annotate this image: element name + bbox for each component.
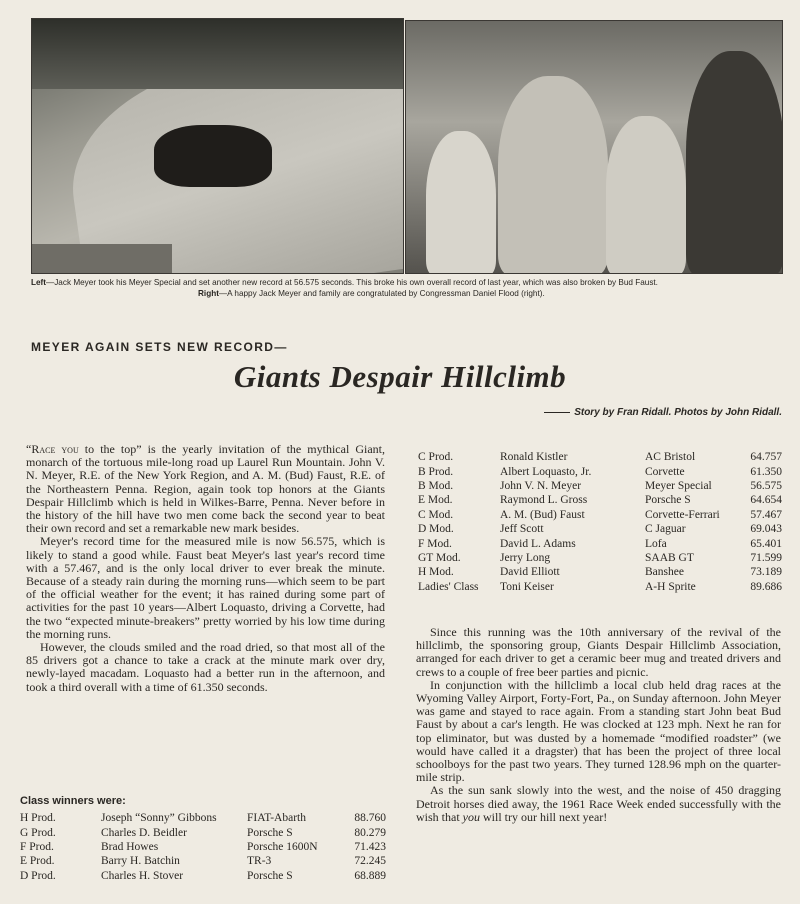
- table-row: [20, 840, 386, 854]
- results-table-left: [20, 811, 386, 883]
- car-cell: A-H Sprite: [645, 580, 696, 593]
- table-row: [20, 869, 386, 883]
- race-car: [154, 125, 272, 187]
- car-cell: Porsche S: [247, 826, 293, 839]
- table-row: [418, 450, 782, 464]
- class-cell: E Prod.: [20, 855, 55, 868]
- class-cell: C Prod.: [418, 451, 454, 464]
- time-cell: 73.189: [750, 566, 782, 579]
- driver-cell: Charles D. Beidler: [101, 826, 187, 839]
- car-cell: Banshee: [645, 566, 684, 579]
- paragraph-1: “Race you to the top” is the yearly invitation of the mythical Giant, monarch of the tortuous mile-long road up Laurel Run Mountain. John V. N. Meyer, R.E. of the New York Region, and A. M. (Bud) Faust, R.E. of the Northeastern Penna. Region, again took top honors at the Giants Despair Hillclimb which is held in Wilkes-Barre, Penna. Never before in the history of the hill have two men come back the second year to beat their own record and set a remarkable new mark besides.: [26, 442, 385, 536]
- time-cell: 56.575: [750, 479, 782, 492]
- car-cell: AC Bristol: [645, 451, 696, 464]
- person-jack-meyer: [498, 76, 608, 274]
- driver-cell: John V. N. Meyer: [500, 479, 582, 492]
- driver-cell: A. M. (Bud) Faust: [500, 508, 585, 521]
- driver-cell: David Elliott: [500, 566, 560, 579]
- time-cell: 64.757: [750, 451, 782, 464]
- car-cell: FIAT-Abarth: [247, 812, 306, 825]
- class-winners-heading: Class winners were:: [20, 795, 126, 807]
- photo-race-car: [31, 18, 404, 274]
- table-row: [418, 536, 782, 550]
- driver-cell: Joseph “Sonny” Gibbons: [101, 812, 217, 825]
- caption-right-label: Right: [198, 289, 219, 298]
- table-row: [418, 479, 782, 493]
- driver-cell: Toni Keiser: [500, 580, 554, 593]
- results-table-right: [418, 450, 782, 594]
- table-row: [20, 854, 386, 868]
- table-row: [418, 508, 782, 522]
- class-cell: H Mod.: [418, 566, 454, 579]
- class-cell: H Prod.: [20, 812, 56, 825]
- photo-family-group: [405, 20, 783, 274]
- time-cell: 61.350: [750, 465, 782, 478]
- class-cell: GT Mod.: [418, 551, 461, 564]
- time-cell: 57.467: [750, 508, 782, 521]
- time-cell: 69.043: [750, 523, 782, 536]
- caption-left-label: Left: [31, 278, 47, 287]
- person-congressman: [686, 51, 783, 274]
- car-cell: Meyer Special: [645, 479, 712, 492]
- table-row: [418, 522, 782, 536]
- time-cell: 71.423: [354, 840, 386, 853]
- class-cell: D Mod.: [418, 523, 454, 536]
- time-cell: 89.686: [750, 580, 782, 593]
- time-cell: 80.279: [354, 826, 386, 839]
- car-cell: Porsche S: [247, 869, 293, 882]
- class-cell: Ladies' Class: [418, 580, 479, 593]
- driver-cell: Jerry Long: [500, 551, 551, 564]
- time-cell: 65.401: [750, 537, 782, 550]
- class-cell: D Prod.: [20, 869, 56, 882]
- paragraph-4: Since this running was the 10th anniversary of the revival of the hillclimb, the sponsoring group, Giants Despair Hillclimb Association, arranged for each driver to get a ceramic beer mug and treated drivers and crews to a couple of free beer parties and picnic.: [416, 625, 781, 679]
- table-row: [418, 464, 782, 478]
- article-right-column: [416, 626, 781, 824]
- time-cell: 71.599: [750, 551, 782, 564]
- driver-cell: Brad Howes: [101, 840, 159, 853]
- car-cell: Porsche S: [645, 494, 691, 507]
- table-row: [20, 811, 386, 825]
- paragraph-6: As the sun sank slowly into the west, and the noise of 450 dragging Detroit horses died away, the 1961 Race Week ended successfully with the wish that you will try our hill next year!: [416, 783, 781, 824]
- class-cell: B Prod.: [418, 465, 454, 478]
- table-row: [418, 580, 782, 594]
- driver-cell: Charles H. Stover: [101, 869, 184, 882]
- car-cell: Corvette: [645, 465, 685, 478]
- class-cell: C Mod.: [418, 508, 454, 521]
- driver-cell: Albert Loquasto, Jr.: [500, 465, 592, 478]
- class-cell: B Mod.: [418, 479, 454, 492]
- byline: Story by Fran Ridall. Photos by John Ridall.: [544, 407, 782, 418]
- time-cell: 72.245: [354, 855, 386, 868]
- car-cell: Corvette-Ferrari: [645, 508, 720, 521]
- class-cell: F Mod.: [418, 537, 452, 550]
- time-cell: 68.889: [354, 869, 386, 882]
- driver-cell: David L. Adams: [500, 537, 576, 550]
- table-row: [418, 551, 782, 565]
- driver-cell: Barry H. Batchin: [101, 855, 180, 868]
- time-cell: 88.760: [354, 812, 386, 825]
- headline: Giants Despair Hillclimb: [233, 359, 567, 394]
- class-cell: F Prod.: [20, 840, 54, 853]
- caption-right-text: A happy Jack Meyer and family are congratulated by Congressman Daniel Flood (right).: [227, 289, 545, 298]
- paragraph-5: In conjunction with the hillclimb a local club held drag races at the Wyoming Valley Airport, Forty-Fort, Pa., on Sunday afternoon. John Meyer was game and stayed to race again. From a standing start John beat Bud Faust by about a car's length. He was clocked at 123 mph. Next he ran for top eliminator, but was dusted by a homemade “modified roadster” (we would have called it a dragster) that has been the project of three local schoolboys for the past two years. They turned 128.96 mph on the quarter-mile strip.: [416, 677, 781, 785]
- car-cell: C Jaguar: [645, 523, 686, 536]
- class-cell: G Prod.: [20, 826, 56, 839]
- table-row: [418, 565, 782, 579]
- paragraph-3: However, the clouds smiled and the road dried, so that most all of the 85 drivers got a chance to take a crack at the minute mark over dry, newly-layed macadam. Loquasto had a better run in the afternoon, and took a third overall with a time of 61.350 seconds.: [26, 640, 385, 694]
- driver-cell: Raymond L. Gross: [500, 494, 588, 507]
- person-girl: [426, 131, 496, 274]
- paragraph-2: Meyer's record time for the measured mile is now 56.575, which is likely to stand a good while. Faust beat Meyer's last year's record time with a 57.467, and is the only local driver to ever break the minute. Because of a steady rain during the morning runs—which seem to be part of the official weather for the event; it has rained during some part of activities for the past 10 years—Albert Loquasto, driving a Corvette, had the two “expected minute-breakers” pretty worried by his low time during the morning runs.: [26, 534, 385, 641]
- table-row: [20, 825, 386, 839]
- caption-left-text: Jack Meyer took his Meyer Special and set another new record at 56.575 seconds. This broke his own overall record of last year, which was also broken by Bud Faust.: [54, 278, 658, 287]
- class-cell: E Mod.: [418, 494, 453, 507]
- person-woman: [606, 116, 686, 274]
- car-cell: Lofa: [645, 537, 667, 550]
- time-cell: 64.654: [750, 494, 782, 507]
- driver-cell: Jeff Scott: [500, 523, 544, 536]
- driver-cell: Ronald Kistler: [500, 451, 568, 464]
- kicker: MEYER AGAIN SETS NEW RECORD—: [31, 340, 288, 354]
- treeline: [32, 19, 404, 89]
- article-left-column: [26, 443, 385, 694]
- roadside-grass: [32, 244, 172, 274]
- table-row: [418, 493, 782, 507]
- car-cell: TR-3: [247, 855, 272, 868]
- photo-caption: Left—Jack Meyer took his Meyer Special and set another new record at 56.575 seconds. This broke his own overall record of last year, which was also broken by Bud Faust. Right—A happy Jack Meyer and family are congratulated by Congressman Daniel Flood (right).: [31, 278, 658, 298]
- car-cell: SAAB GT: [645, 551, 694, 564]
- car-cell: Porsche 1600N: [247, 840, 318, 853]
